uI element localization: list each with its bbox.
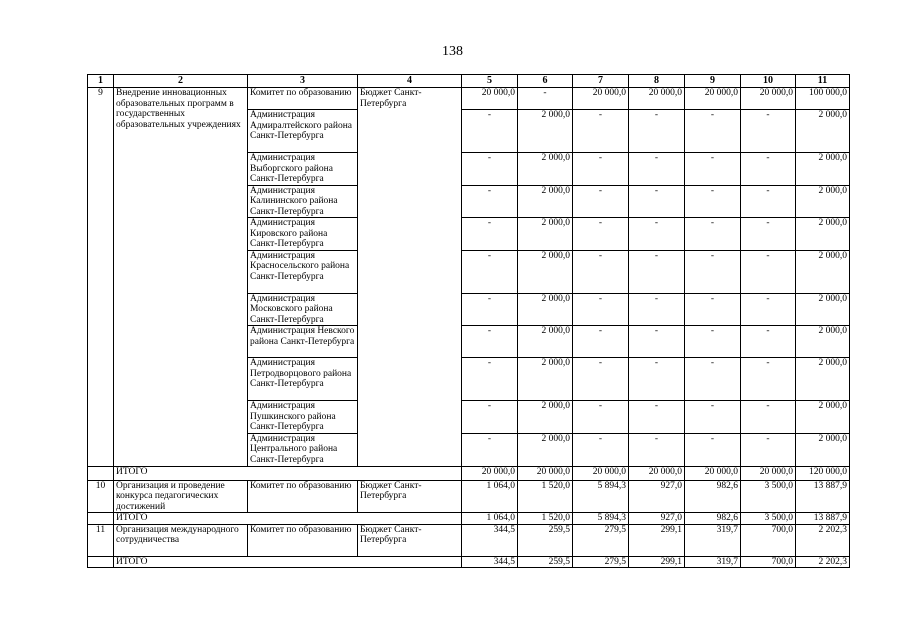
total-cell: 20 000,0 (629, 466, 685, 480)
value-cell: - (685, 218, 741, 251)
table-row (88, 88, 850, 110)
value-cell: 20 000,0 (462, 88, 518, 110)
source-cell: Бюджет Санкт-Петербурга (358, 88, 462, 467)
total-label: ИТОГО (114, 466, 462, 480)
row-number: 9 (88, 88, 114, 467)
value-cell: 2 000,0 (796, 358, 850, 401)
org-cell: Администрация Адмиралтейского района Санкт-Петербурга (248, 110, 358, 153)
value-cell: - (629, 326, 685, 358)
total-cell: 982,6 (685, 513, 741, 525)
header-cell: 11 (796, 75, 850, 88)
value-cell: - (629, 433, 685, 466)
value-cell: 1 064,0 (462, 480, 518, 513)
header-cell: 9 (685, 75, 741, 88)
value-cell: 2 000,0 (518, 250, 573, 293)
org-cell: Комитет по образованию (248, 480, 358, 513)
value-cell: - (741, 293, 796, 326)
total-cell: 299,1 (629, 556, 685, 568)
value-cell: - (462, 218, 518, 251)
value-cell: 2 000,0 (796, 433, 850, 466)
total-cell: 3 500,0 (741, 513, 796, 525)
header-cell: 1 (88, 75, 114, 88)
value-cell: - (685, 153, 741, 186)
value-cell: 259,5 (518, 524, 573, 556)
header-cell: 7 (573, 75, 629, 88)
value-cell: 20 000,0 (573, 88, 629, 110)
header-cell: 2 (114, 75, 248, 88)
budget-table (87, 74, 850, 568)
value-cell: - (741, 153, 796, 186)
value-cell: - (629, 358, 685, 401)
value-cell: 344,5 (462, 524, 518, 556)
value-cell: 279,5 (573, 524, 629, 556)
org-cell: Администрация Невского района Санкт-Петербурга (248, 326, 358, 358)
value-cell: - (741, 326, 796, 358)
value-cell: 20 000,0 (741, 88, 796, 110)
total-cell: 20 000,0 (518, 466, 573, 480)
org-cell: Комитет по образованию (248, 88, 358, 110)
program-name: Организация международного сотрудничества (114, 524, 248, 556)
value-cell: - (629, 293, 685, 326)
value-cell: - (685, 250, 741, 293)
total-cell: 20 000,0 (573, 466, 629, 480)
org-cell: Администрация Красносельского района Санкт-Петербурга (248, 250, 358, 293)
value-cell: 927,0 (629, 480, 685, 513)
value-cell: 13 887,9 (796, 480, 850, 513)
header-cell: 3 (248, 75, 358, 88)
value-cell: - (573, 293, 629, 326)
row-number: 11 (88, 524, 114, 556)
value-cell: - (741, 250, 796, 293)
value-cell: - (685, 185, 741, 218)
row-number: 10 (88, 480, 114, 513)
total-label: ИТОГО (114, 556, 462, 568)
value-cell: 2 000,0 (796, 153, 850, 186)
value-cell: - (518, 88, 573, 110)
program-name: Внедрение инновационных образовательных программ в государственных образовательных учреждениях (114, 88, 248, 467)
total-cell: 700,0 (741, 556, 796, 568)
org-cell: Администрация Петродворцового района Санкт-Петербурга (248, 358, 358, 401)
value-cell: 2 000,0 (796, 401, 850, 434)
value-cell: 2 000,0 (518, 358, 573, 401)
value-cell: 299,1 (629, 524, 685, 556)
table-row (88, 480, 850, 513)
value-cell: - (741, 358, 796, 401)
total-cell: 344,5 (462, 556, 518, 568)
value-cell: - (462, 326, 518, 358)
total-cell: 20 000,0 (741, 466, 796, 480)
total-cell: 13 887,9 (796, 513, 850, 525)
value-cell: 319,7 (685, 524, 741, 556)
value-cell: 2 000,0 (796, 326, 850, 358)
value-cell: 2 000,0 (518, 326, 573, 358)
value-cell: 2 000,0 (796, 218, 850, 251)
total-cell: 927,0 (629, 513, 685, 525)
value-cell: - (462, 358, 518, 401)
value-cell: - (573, 110, 629, 153)
total-row (88, 556, 850, 568)
value-cell: - (573, 326, 629, 358)
value-cell: 2 000,0 (518, 110, 573, 153)
value-cell: - (741, 185, 796, 218)
value-cell: - (629, 401, 685, 434)
total-cell: 20 000,0 (685, 466, 741, 480)
value-cell: 2 000,0 (796, 250, 850, 293)
table-row (88, 524, 850, 556)
value-cell: - (741, 401, 796, 434)
value-cell: - (462, 250, 518, 293)
org-cell: Администрация Выборгского района Санкт-Петербурга (248, 153, 358, 186)
total-cell: 120 000,0 (796, 466, 850, 480)
value-cell: - (629, 110, 685, 153)
org-cell: Администрация Пушкинского района Санкт-Петербурга (248, 401, 358, 434)
org-cell: Администрация Московского района Санкт-Петербурга (248, 293, 358, 326)
value-cell: 2 202,3 (796, 524, 850, 556)
value-cell: - (685, 433, 741, 466)
value-cell: - (462, 433, 518, 466)
source-cell: Бюджет Санкт-Петербурга (358, 524, 462, 556)
value-cell: 2 000,0 (518, 293, 573, 326)
header-cell: 6 (518, 75, 573, 88)
program-name: Организация и проведение конкурса педагогических достижений (114, 480, 248, 513)
total-row (88, 466, 850, 480)
value-cell: - (462, 293, 518, 326)
value-cell: - (573, 218, 629, 251)
value-cell: - (685, 401, 741, 434)
org-cell: Комитет по образованию (248, 524, 358, 556)
value-cell: - (462, 185, 518, 218)
total-cell: 319,7 (685, 556, 741, 568)
value-cell: 3 500,0 (741, 480, 796, 513)
value-cell: 2 000,0 (518, 185, 573, 218)
value-cell: 2 000,0 (796, 293, 850, 326)
total-label: ИТОГО (114, 513, 462, 525)
header-cell: 8 (629, 75, 685, 88)
header-row (88, 75, 850, 88)
value-cell: 20 000,0 (629, 88, 685, 110)
value-cell: 2 000,0 (796, 185, 850, 218)
value-cell: - (462, 153, 518, 186)
value-cell: 982,6 (685, 480, 741, 513)
value-cell: - (629, 250, 685, 293)
value-cell: 20 000,0 (685, 88, 741, 110)
value-cell: - (741, 218, 796, 251)
header-cell: 5 (462, 75, 518, 88)
source-cell: Бюджет Санкт-Петербурга (358, 480, 462, 513)
org-cell: Администрация Калининского района Санкт-Петербурга (248, 185, 358, 218)
value-cell: 2 000,0 (518, 401, 573, 434)
value-cell: 100 000,0 (796, 88, 850, 110)
value-cell: - (629, 185, 685, 218)
value-cell: - (573, 250, 629, 293)
total-cell: 259,5 (518, 556, 573, 568)
org-cell: Администрация Центрального района Санкт-Петербурга (248, 433, 358, 466)
value-cell: - (573, 185, 629, 218)
value-cell: - (741, 110, 796, 153)
value-cell: - (573, 358, 629, 401)
total-row (88, 513, 850, 525)
value-cell: - (685, 293, 741, 326)
page-number: 138 (442, 44, 463, 59)
value-cell: - (741, 433, 796, 466)
total-cell: 5 894,3 (573, 513, 629, 525)
header-cell: 10 (741, 75, 796, 88)
value-cell: - (573, 433, 629, 466)
org-cell: Администрация Кировского района Санкт-Петербурга (248, 218, 358, 251)
total-cell: 1 520,0 (518, 513, 573, 525)
value-cell: - (573, 401, 629, 434)
value-cell: 700,0 (741, 524, 796, 556)
value-cell: 1 520,0 (518, 480, 573, 513)
value-cell: - (462, 401, 518, 434)
value-cell: - (573, 153, 629, 186)
value-cell: 5 894,3 (573, 480, 629, 513)
value-cell: - (685, 326, 741, 358)
value-cell: 2 000,0 (796, 110, 850, 153)
value-cell: 2 000,0 (518, 218, 573, 251)
total-cell: 1 064,0 (462, 513, 518, 525)
value-cell: 2 000,0 (518, 433, 573, 466)
total-cell: 2 202,3 (796, 556, 850, 568)
value-cell: - (462, 110, 518, 153)
value-cell: - (685, 110, 741, 153)
value-cell: - (629, 153, 685, 186)
total-cell: 279,5 (573, 556, 629, 568)
value-cell: - (629, 218, 685, 251)
value-cell: 2 000,0 (518, 153, 573, 186)
header-cell: 4 (358, 75, 462, 88)
value-cell: - (685, 358, 741, 401)
total-cell: 20 000,0 (462, 466, 518, 480)
